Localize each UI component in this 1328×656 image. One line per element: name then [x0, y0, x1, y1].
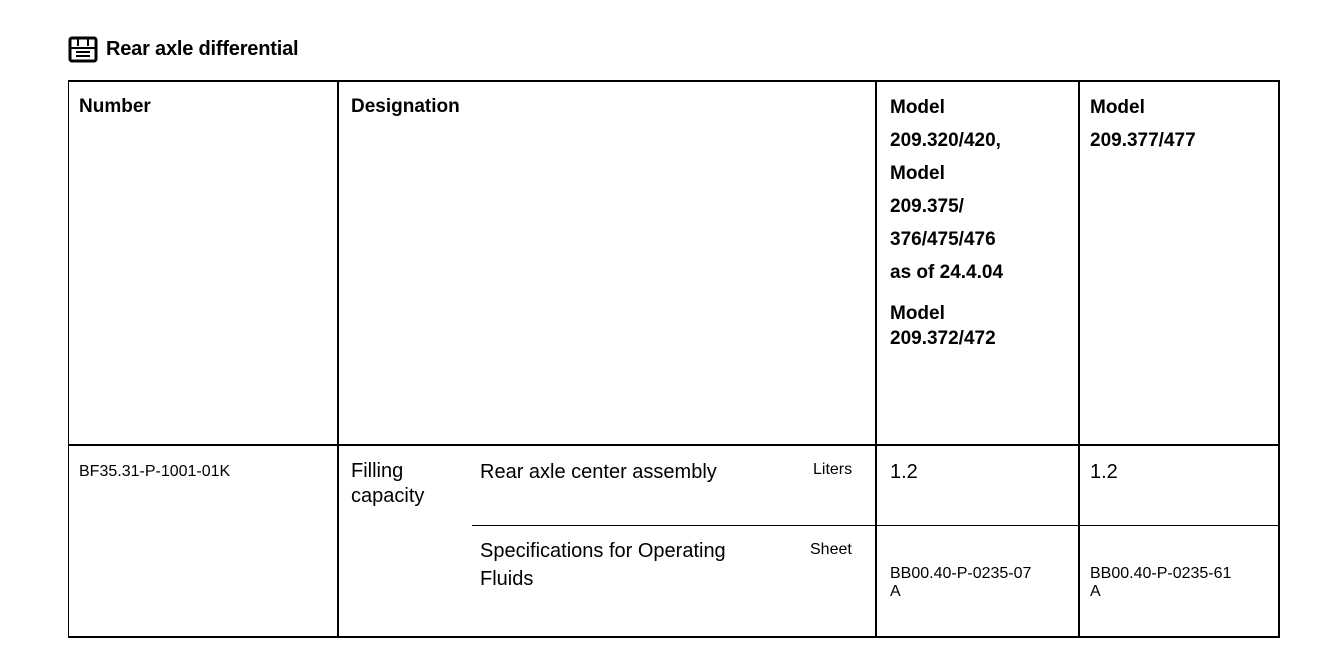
section-title: Rear axle differential: [106, 37, 299, 60]
model-line: 209.377/477: [1090, 130, 1196, 151]
designation-line: capacity: [351, 485, 425, 507]
subrow-value-col2: 1.2: [1090, 461, 1118, 483]
value-line: A: [1090, 583, 1101, 600]
header-divider: [68, 444, 1280, 446]
fluid-container-icon: [68, 35, 98, 63]
subrow-unit: Sheet: [810, 541, 852, 558]
table-border-top: [68, 80, 1280, 82]
table-border-left: [68, 80, 69, 638]
subrow-unit: Liters: [813, 461, 853, 478]
value-line: BB00.40-P-0235-61: [1090, 565, 1232, 582]
item-line: Specifications for Operating: [480, 540, 726, 562]
column-divider-1: [337, 80, 339, 638]
model-line: 209.372/472: [890, 328, 996, 349]
subrow-divider: [472, 525, 1280, 526]
model-line: 209.375/: [890, 196, 964, 217]
value-line: A: [890, 583, 901, 600]
model-line: Model: [890, 97, 945, 118]
table-border-right: [1278, 80, 1280, 638]
model-line: 209.320/420,: [890, 130, 1001, 151]
header-model-col2: [1090, 91, 1196, 157]
column-divider-3: [1078, 80, 1080, 638]
subrow-value-col2: [1090, 565, 1231, 601]
table-border-bottom: [68, 636, 1280, 638]
model-line: Model: [1090, 97, 1145, 118]
subrow-item: [480, 537, 726, 593]
column-divider-2: [875, 80, 877, 638]
header-model-col1: [890, 91, 1003, 289]
header-designation: Designation: [351, 96, 460, 117]
model-line: as of 24.4.04: [890, 262, 1004, 283]
subrow-value-col1: [890, 565, 1031, 601]
row-number: BF35.31-P-1001-01K: [79, 463, 231, 480]
designation-line: Filling: [351, 460, 404, 482]
model-line: Model: [890, 163, 945, 184]
value-line: BB00.40-P-0235-07: [890, 565, 1032, 582]
header-model-col1-group2: [890, 301, 996, 351]
section-heading: [68, 34, 298, 64]
header-number: Number: [79, 96, 151, 117]
subrow-item: Rear axle center assembly: [480, 461, 717, 483]
item-line: Fluids: [480, 568, 534, 590]
row-designation: [351, 459, 424, 509]
subrow-value-col1: 1.2: [890, 461, 918, 483]
model-line: 376/475/476: [890, 229, 996, 250]
model-line: Model: [890, 303, 945, 324]
